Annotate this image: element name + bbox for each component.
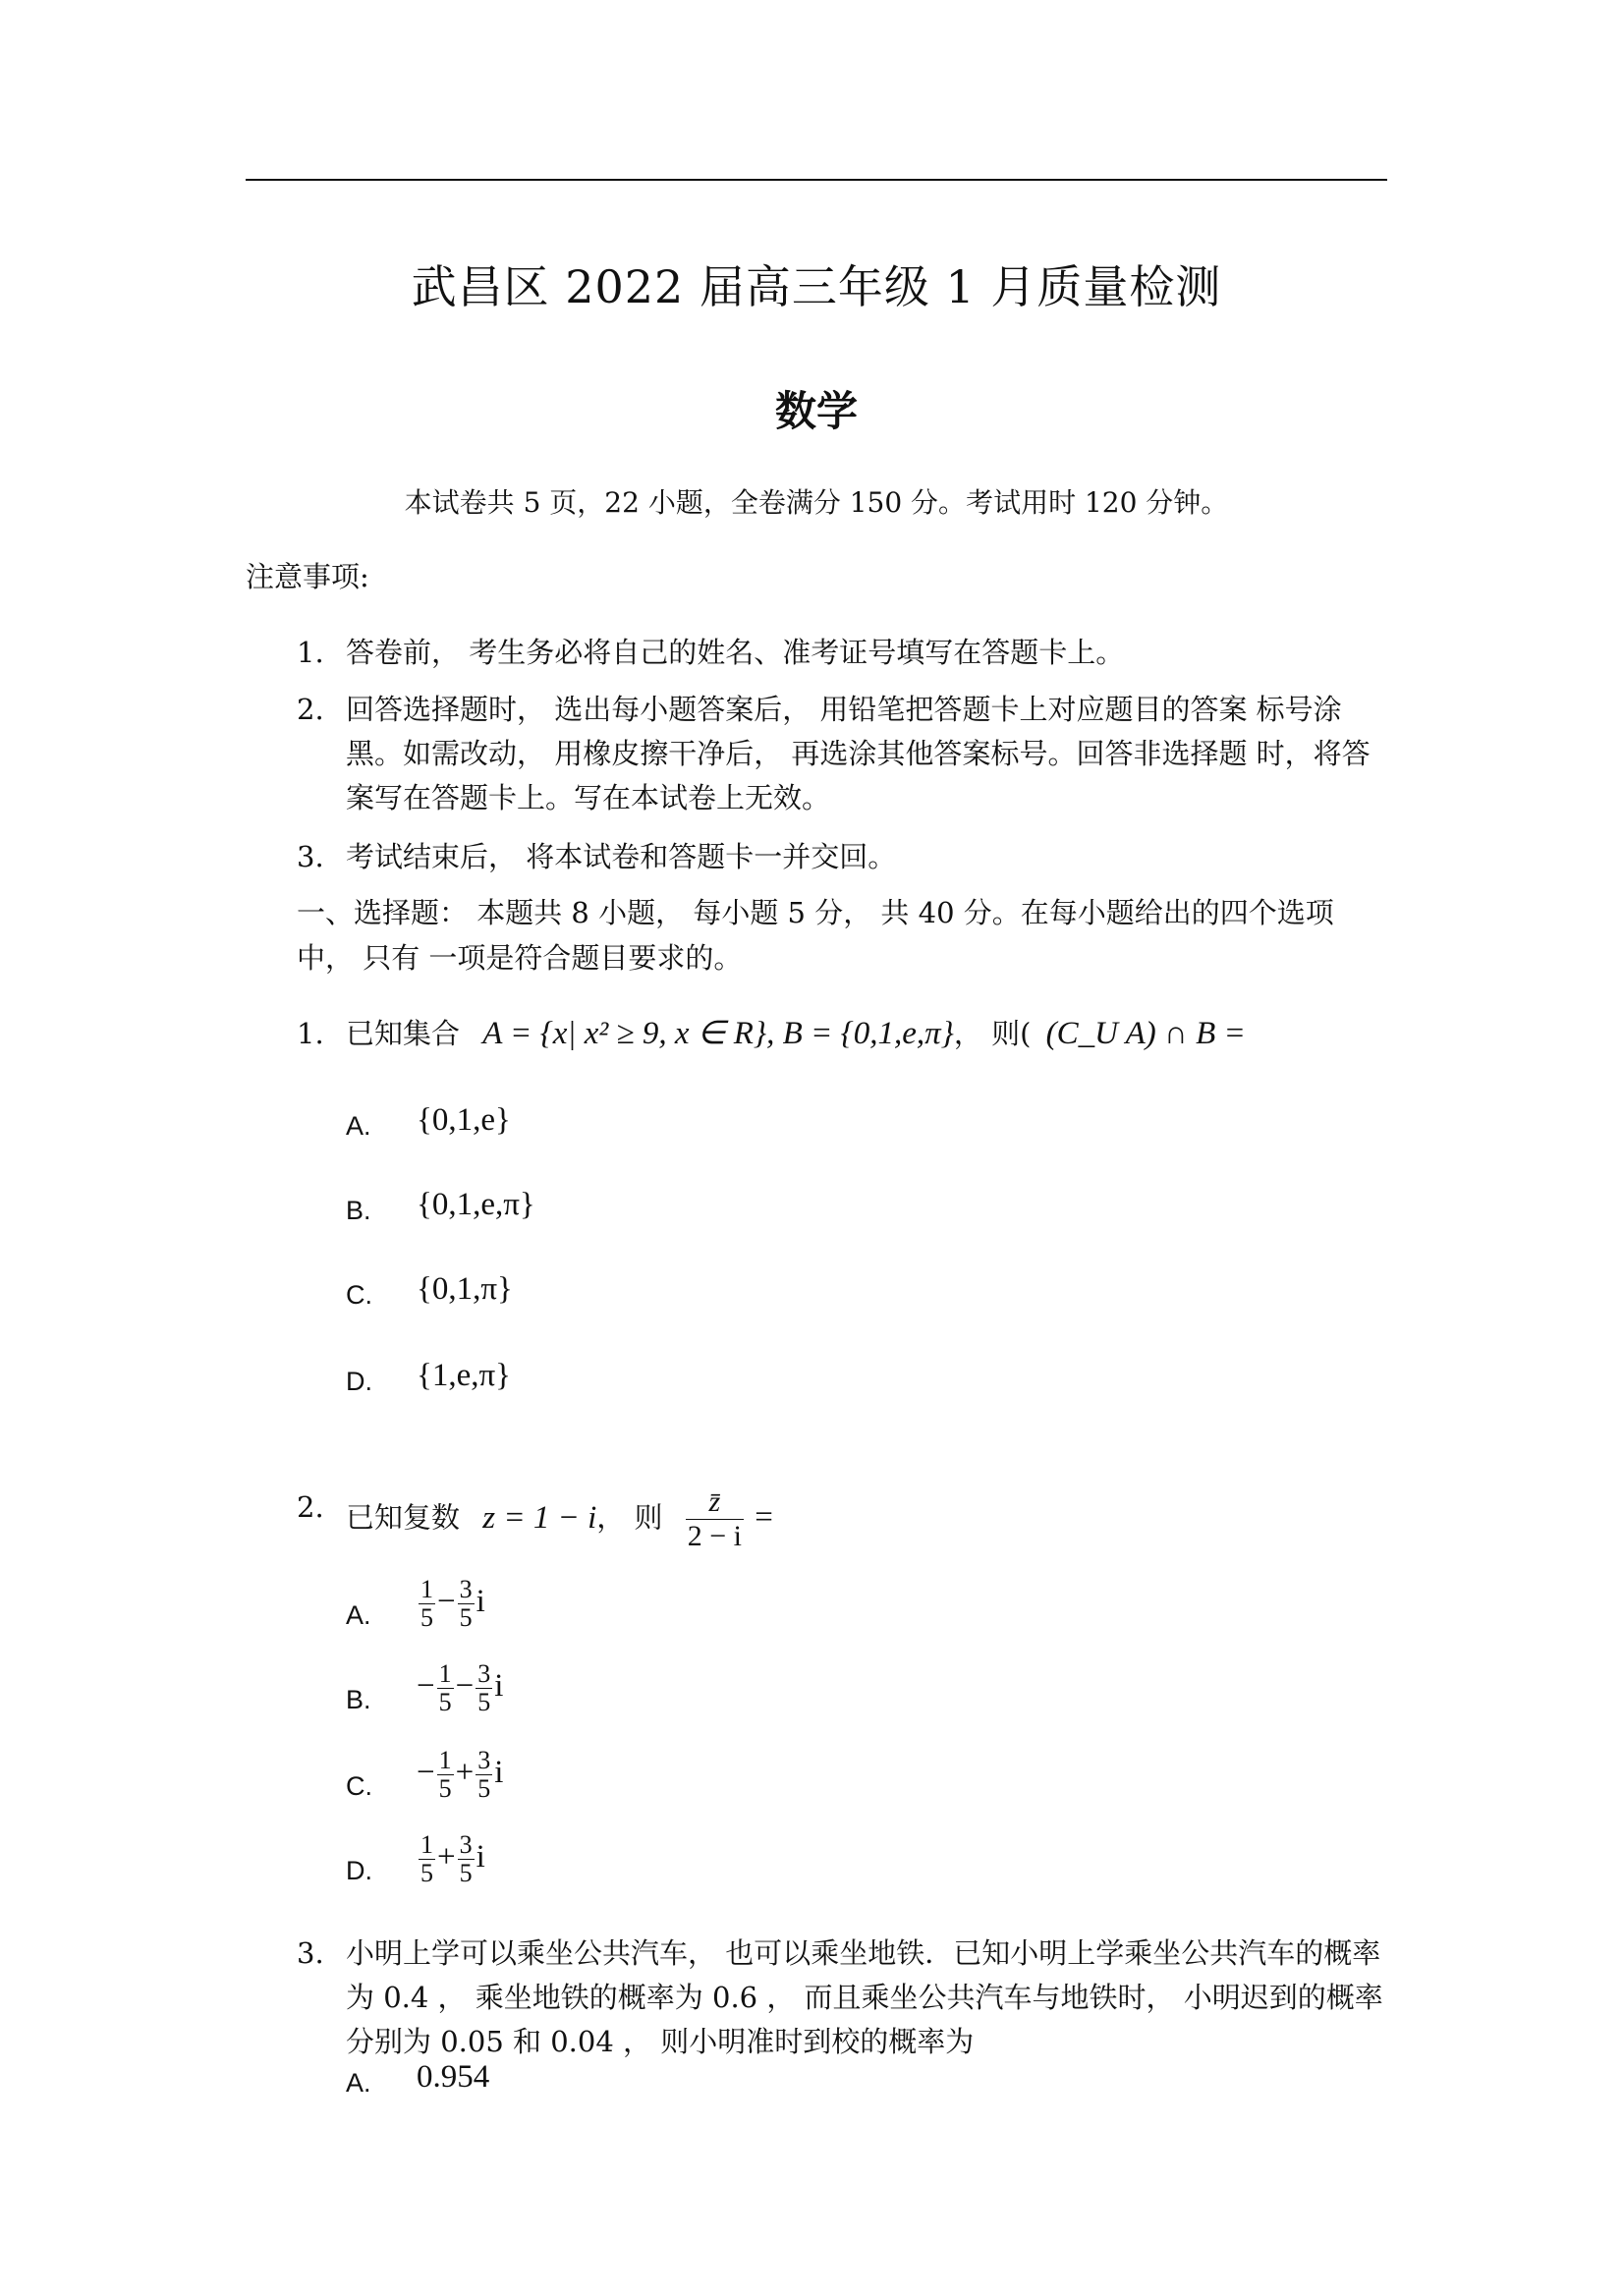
notice-item-text: 考试结束后， 将本试卷和答题卡一并交回。 xyxy=(346,840,897,873)
option-d[interactable] xyxy=(346,1830,485,1887)
fraction-numerator: 3 xyxy=(477,1746,491,1774)
notice-heading: 注意事项: xyxy=(246,560,369,593)
notice-item xyxy=(297,631,1387,675)
notice-item-number: 2. xyxy=(297,693,324,726)
fraction-denominator: 5 xyxy=(459,1859,473,1887)
option-value xyxy=(417,1747,503,1803)
top-rule xyxy=(246,179,1387,181)
option-value xyxy=(417,1831,485,1887)
option-sign: − xyxy=(417,1755,435,1791)
operator: − xyxy=(437,1584,456,1620)
option-value xyxy=(417,1576,485,1632)
fraction-numerator: 3 xyxy=(477,1659,491,1688)
option-c[interactable] xyxy=(346,1746,504,1803)
notice-item-number: 3. xyxy=(297,840,324,873)
option-value: 0.954 xyxy=(417,2059,490,2095)
option-a[interactable] xyxy=(346,1102,511,1143)
fraction xyxy=(419,1831,435,1887)
question-stem: 已知集合 xyxy=(346,1017,461,1050)
section-heading: 一、选择题： 本题共 8 小题， 每小题 5 分， 共 40 分。在每小题给出的四个选项中， 只有 一项是符合题目要求的。 xyxy=(297,896,1334,975)
fraction xyxy=(419,1576,435,1632)
question-number: 3. xyxy=(297,1936,324,1970)
notice-item xyxy=(297,835,1387,879)
fraction-denominator: 5 xyxy=(420,1603,433,1632)
fraction xyxy=(476,1747,492,1803)
operator: + xyxy=(455,1755,475,1791)
imaginary-unit: i xyxy=(476,1584,485,1620)
notice-item xyxy=(297,688,1387,820)
fraction-numerator: 3 xyxy=(459,1575,473,1603)
question-2 xyxy=(297,1485,1387,1553)
option-b[interactable] xyxy=(346,1187,535,1227)
question-number: 2. xyxy=(297,1490,324,1524)
imaginary-unit: i xyxy=(494,1668,504,1705)
exam-title: 武昌区 2022 届高三年级 1 月质量检测 xyxy=(411,260,1222,313)
option-letter: A. xyxy=(346,1600,371,1630)
option-letter: A. xyxy=(346,1111,371,1141)
option-d[interactable] xyxy=(346,1358,511,1398)
question-stem: 已知复数 xyxy=(346,1500,461,1535)
option-value: {1,e,π} xyxy=(417,1358,511,1393)
question-formula-2: (C_U A) ∩ B = xyxy=(1045,1016,1246,1051)
fraction-numerator: 3 xyxy=(459,1830,473,1859)
fraction-numerator: 1 xyxy=(420,1575,433,1603)
option-letter: A. xyxy=(346,2068,371,2098)
fraction xyxy=(686,1485,744,1553)
fraction-denominator: 5 xyxy=(459,1603,473,1632)
fraction-denominator: 5 xyxy=(438,1774,452,1803)
fraction-numerator: z̄ xyxy=(686,1485,744,1520)
imaginary-unit: i xyxy=(476,1839,485,1876)
fraction-numerator: 1 xyxy=(438,1746,452,1774)
fraction xyxy=(458,1831,475,1887)
imaginary-unit: i xyxy=(494,1755,504,1791)
fraction xyxy=(458,1576,475,1632)
option-letter: C. xyxy=(346,1771,372,1801)
equals-sign: = xyxy=(755,1499,773,1536)
fraction xyxy=(437,1660,454,1716)
fraction-numerator: 1 xyxy=(420,1830,433,1859)
option-letter: B. xyxy=(346,1196,371,1225)
option-c[interactable] xyxy=(346,1271,513,1312)
option-value: {0,1,e,π} xyxy=(417,1187,535,1222)
option-value: {0,1,e} xyxy=(417,1102,511,1138)
fraction-denominator: 2 − i xyxy=(687,1520,742,1552)
option-a[interactable] xyxy=(346,2059,490,2100)
question-formula: z = 1 − i xyxy=(482,1499,597,1536)
fraction-denominator: 5 xyxy=(477,1688,491,1716)
question-3 xyxy=(297,1932,1387,2064)
option-letter: C. xyxy=(346,1280,372,1310)
operator: + xyxy=(437,1839,456,1876)
question-then: ， 则( xyxy=(953,1017,1032,1050)
option-letter: D. xyxy=(346,1856,372,1885)
subject-title: 数学 xyxy=(774,387,858,435)
question-text: 小明上学可以乘坐公共汽车， 也可以乘坐地铁．已知小明上学乘坐公共汽车的概率为 0.4 ， 乘坐地铁的概率为 0.6 ， 而且乘坐公共汽车与地铁时， 小明迟到的概率分别为 0.05 和 0.04 ， 则小明准时到校的概率为 xyxy=(346,1936,1383,2058)
question-then: ， 则 xyxy=(596,1500,663,1535)
operator: − xyxy=(455,1668,475,1705)
option-b[interactable] xyxy=(346,1659,504,1716)
notice-item-text: 答卷前， 考生务必将自己的姓名、准考证号填写在答题卡上。 xyxy=(346,636,1125,669)
fraction-denominator: 5 xyxy=(438,1688,452,1716)
notice-item-text: 回答选择题时， 选出每小题答案后， 用铅笔把答题卡上对应题目的答案 标号涂黑。如需改动， 用橡皮擦干净后， 再选涂其他答案标号。回答非选择题 时，将答案写在答题卡上。写在本试卷上无效。 xyxy=(346,693,1371,814)
option-letter: B. xyxy=(346,1685,371,1714)
exam-intro: 本试卷共 5 页，22 小题，全卷满分 150 分。考试用时 120 分钟。 xyxy=(404,486,1229,519)
option-value: {0,1,π} xyxy=(417,1271,513,1307)
option-letter: D. xyxy=(346,1367,372,1396)
question-formula: A = {x| x² ≥ 9, x ∈ R}, B = {0,1,e,π} xyxy=(482,1016,954,1051)
question-number: 1. xyxy=(297,1017,324,1050)
fraction xyxy=(437,1747,454,1803)
option-sign: − xyxy=(417,1668,435,1705)
option-value xyxy=(417,1660,503,1716)
question-1 xyxy=(297,1012,1387,1056)
fraction-numerator: 1 xyxy=(438,1659,452,1688)
option-a[interactable] xyxy=(346,1575,485,1632)
fraction-denominator: 5 xyxy=(477,1774,491,1803)
fraction-denominator: 5 xyxy=(420,1859,433,1887)
notice-item-number: 1. xyxy=(297,636,324,669)
fraction xyxy=(476,1660,492,1716)
